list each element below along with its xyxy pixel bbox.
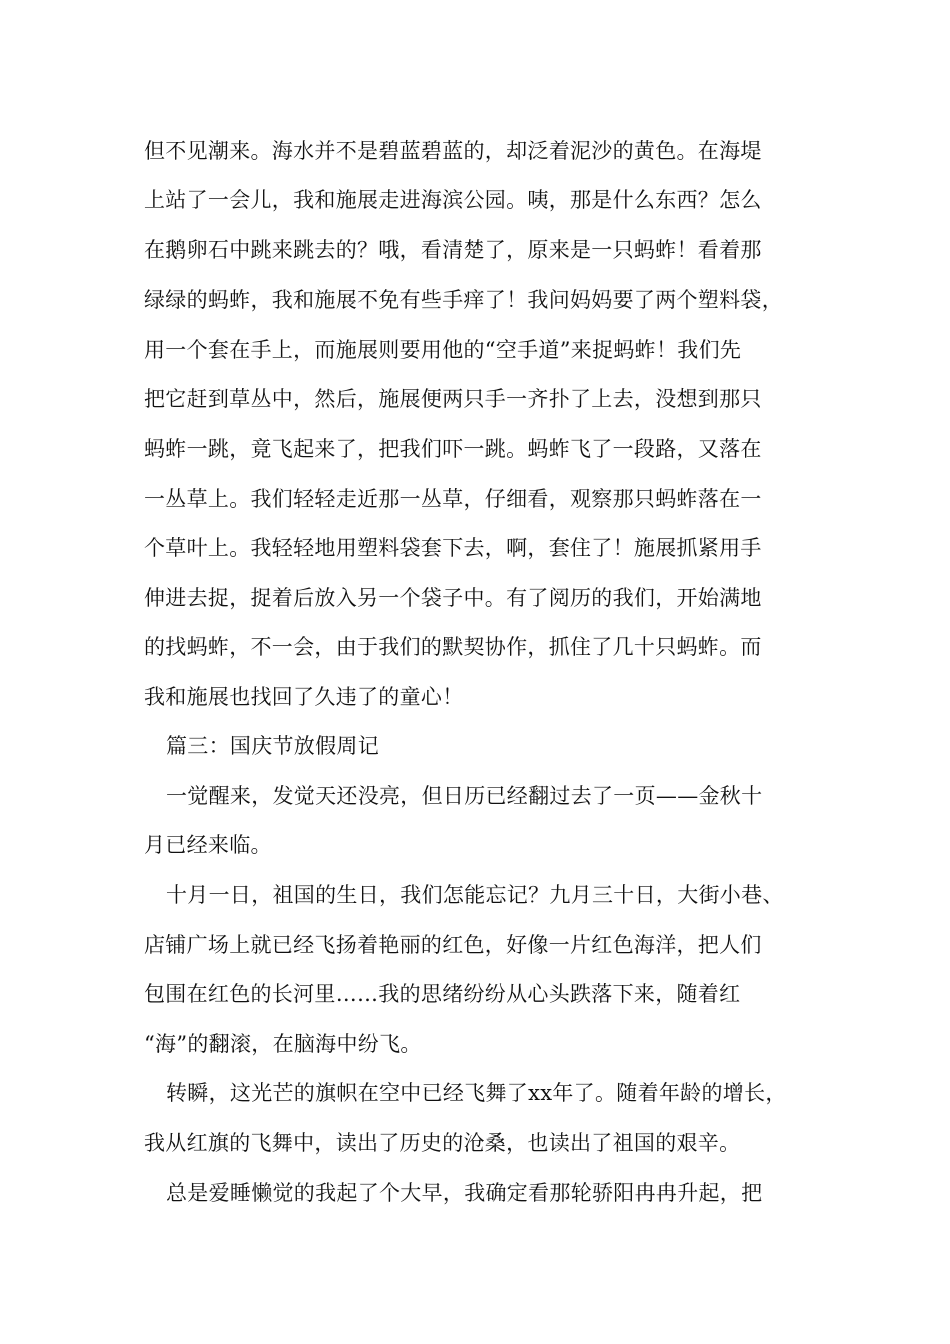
text-line: “海”的翻滚，在脑海中纷飞。 [144,1032,422,1056]
text-line: 月已经来临。 [144,833,272,857]
text-line: 我从红旗的飞舞中，读出了历史的沧桑，也读出了祖国的艰辛。 [144,1131,741,1155]
text-line: 总是爱睡懒觉的我起了个大早，我确定看那轮骄阳冉冉升起，把 [166,1181,763,1205]
text-line: 我和施展也找回了久违了的童心！ [144,685,464,709]
text-line: 包围在红色的长河里……我的思绪纷纷从心头跌落下来，随着红 [144,982,741,1006]
text-line: 蚂蚱一跳，竟飞起来了，把我们吓一跳。蚂蚱飞了一段路，又落在 [144,437,762,461]
text-line: 转瞬，这光芒的旗帜在空中已经飞舞了xx年了。随着年龄的增长， [166,1081,787,1105]
text-line: 用一个套在手上，而施展则要用他的“空手道”来捉蚂蚱！我们先 [144,338,742,362]
text-line: 把它赶到草丛中，然后，施展便两只手一齐扑了上去，没想到那只 [144,387,762,411]
text-line: 一觉醒来，发觉天还没亮，但日历已经翻过去了一页——金秋十 [166,784,763,808]
text-line: 十月一日，祖国的生日，我们怎能忘记？九月三十日，大街小巷、 [166,883,784,907]
text-line: 在鹅卵石中跳来跳去的？哦，看清楚了，原来是一只蚂蚱！看着那 [144,238,762,262]
text-line: 绿绿的蚂蚱，我和施展不免有些手痒了！我问妈妈要了两个塑料袋， [144,288,783,312]
text-line: 但不见潮来。海水并不是碧蓝碧蓝的，却泛着泥沙的黄色。在海堤 [144,139,762,163]
text-line: 个草叶上。我轻轻地用塑料袋套下去，啊，套住了！施展抓紧用手 [144,536,762,560]
text-line: 的找蚂蚱，不一会，由于我们的默契协作，抓住了几十只蚂蚱。而 [144,635,762,659]
text-line: 店铺广场上就已经飞扬着艳丽的红色，好像一片红色海洋，把人们 [144,933,762,957]
section-heading: 篇三：国庆节放假周记 [166,734,379,758]
text-line: 上站了一会儿，我和施展走进海滨公园。咦，那是什么东西？怎么 [144,188,762,212]
text-line: 伸进去捉，捉着后放入另一个袋子中。有了阅历的我们，开始满地 [144,586,762,610]
text-line: 一丛草上。我们轻轻走近那一丛草，仔细看，观察那只蚂蚱落在一 [144,487,762,511]
